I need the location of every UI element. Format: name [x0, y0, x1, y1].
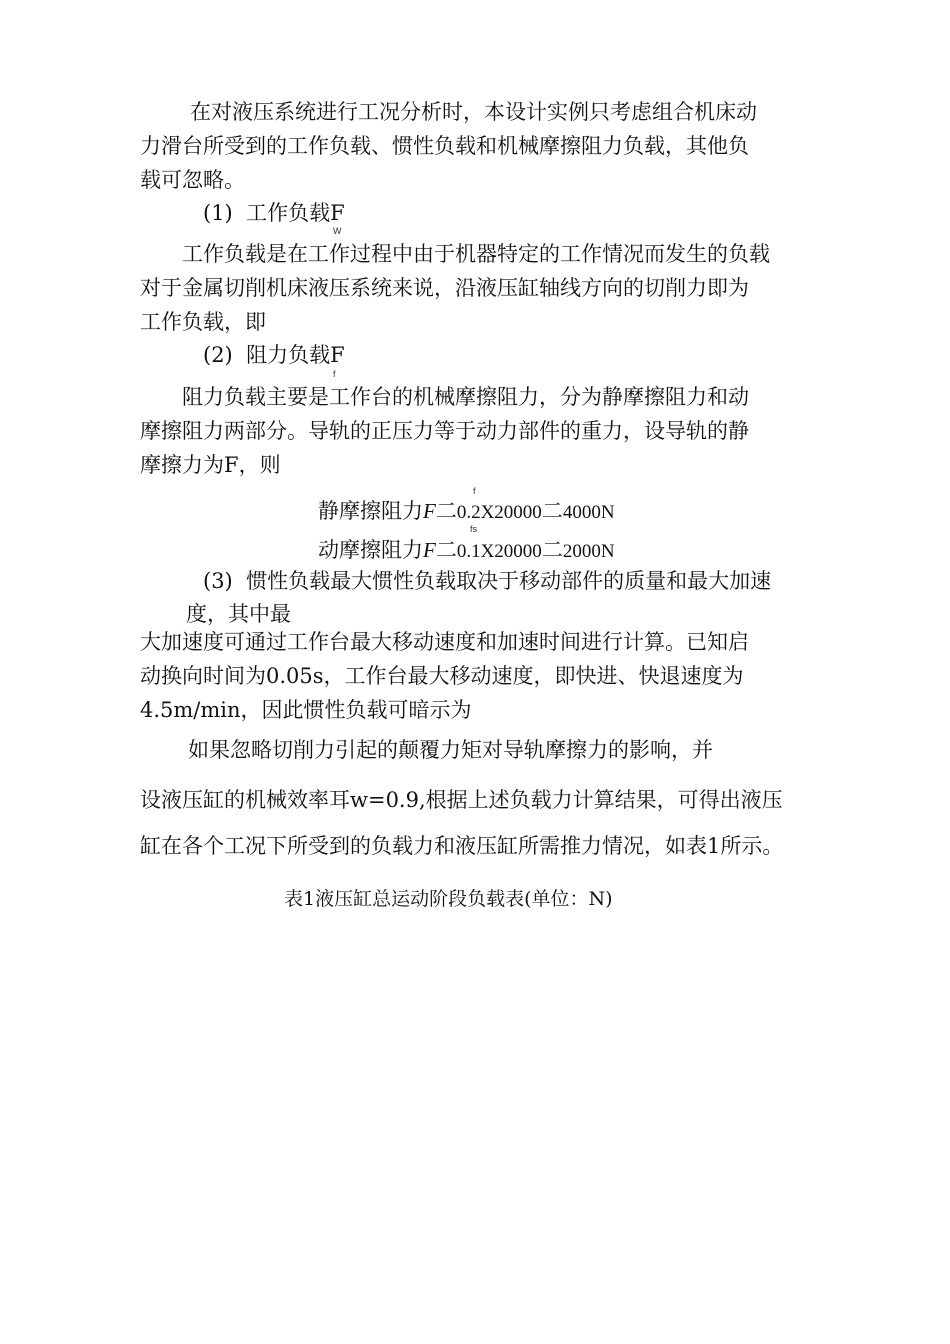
item-3-prefix: (3)	[203, 569, 233, 593]
item-1-text: 工作负载F	[246, 201, 345, 225]
equation-2-label: 动摩擦阻力	[318, 538, 423, 562]
paragraph-2-line-1: 工作负载是在工作过程中由于机器特定的工作情况而发生的负载	[182, 242, 770, 266]
table-caption: 表1液压缸总运动阶段负载表(单位：N)	[284, 888, 613, 910]
paragraph-3-line-2: 摩擦阻力两部分。导轨的正压力等于动力部件的重力，设导轨的静	[140, 419, 749, 443]
paragraph-1-line-3: 载可忽略。	[140, 168, 245, 192]
item-2-prefix: (2)	[203, 343, 233, 367]
item-2-subscript: f	[333, 369, 336, 379]
paragraph-2-line-3: 工作负载，即	[140, 310, 266, 334]
equation-1-variable: F	[423, 499, 436, 523]
equation-2-result: 2000N	[562, 541, 615, 562]
equation-2	[318, 537, 615, 565]
paragraph-1-line-2: 力滑台所受到的工作负载、惯性负载和机械摩擦阻力负载，其他负	[140, 134, 749, 158]
equation-1-superscript: f	[473, 486, 476, 496]
item-2-heading	[203, 342, 345, 368]
equation-1-label: 静摩擦阻力	[318, 499, 423, 523]
paragraph-3-line-1: 阻力负载主要是工作台的机械摩擦阻力，分为静摩擦阻力和动	[182, 385, 749, 409]
equation-2-sign-2: 二	[541, 538, 563, 562]
paragraph-5-line-3: 缸在各个工况下所受到的负载力和液压缸所需推力情况，如表1所示。	[140, 834, 784, 858]
item-3-text: 惯性负载最大惯性负载取决于移动部件的质量和最大加速	[246, 569, 772, 593]
equation-1	[318, 498, 615, 526]
item-3-continuation: 度，其中最	[186, 602, 291, 626]
item-1-heading	[203, 200, 345, 226]
paragraph-5-line-1: 如果忽略切削力引起的颠覆力矩对导轨摩擦力的影响，并	[188, 738, 713, 762]
item-1-subscript: W	[333, 226, 342, 236]
item-2-text: 阻力负载F	[246, 343, 345, 367]
equation-2-sign: 二	[435, 538, 457, 562]
paragraph-1-line-1: 在对液压系统进行工况分析时，本设计实例只考虑组合机床动	[190, 100, 757, 124]
paragraph-4-line-1: 大加速度可通过工作台最大移动速度和加速时间进行计算。已知启	[140, 630, 749, 654]
item-3-heading	[203, 568, 771, 594]
paragraph-5-line-2: 设液压缸的机械效率耳w=0.9,根据上述负载力计算结果，可得出液压	[140, 788, 783, 812]
paragraph-3-line-3: 摩擦力为F，则	[140, 453, 281, 477]
equation-2-variable: F	[423, 538, 436, 562]
equation-1-sign: 二	[435, 499, 457, 523]
paragraph-4-line-2: 动换向时间为0.05s，工作台最大移动速度，即快进、快退速度为	[140, 664, 744, 688]
paragraph-4-line-3: 4.5m/min，因此惯性负载可暗示为	[140, 698, 472, 722]
paragraph-2-line-2: 对于金属切削机床液压系统来说，沿液压缸轴线方向的切削力即为	[140, 276, 749, 300]
equation-2-expression: 0.1X20000	[456, 541, 542, 562]
item-1-prefix: (1)	[203, 201, 233, 225]
equation-1-sign-2: 二	[541, 499, 563, 523]
equation-1-expression: 0.2X20000	[456, 502, 542, 523]
equation-1-result: 4000N	[562, 502, 615, 523]
equation-1-subscript: fs	[470, 524, 478, 534]
